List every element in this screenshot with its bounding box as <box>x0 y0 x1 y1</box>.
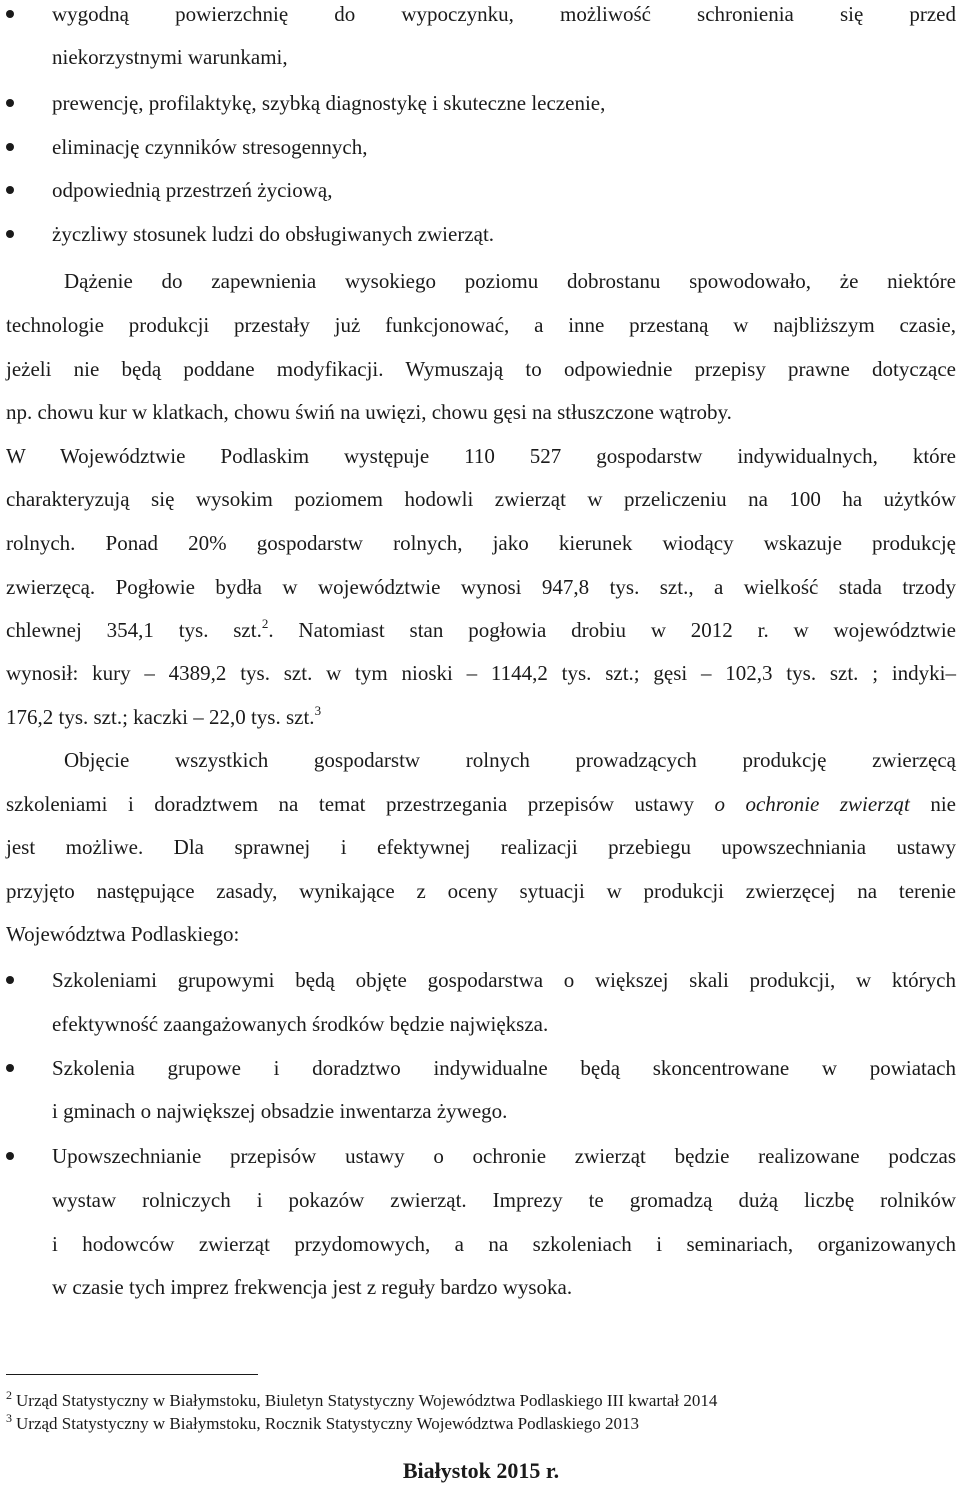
text-run: nie <box>909 792 956 816</box>
bullet-list-item-line: i hodowców zwierząt przydomowych, a na szkoleniach i seminariach, organizowanych <box>52 1232 956 1256</box>
footnote <box>6 1390 717 1412</box>
text-run: chlewnej 354,1 tys. szt. <box>6 618 262 642</box>
footnote-ref[interactable]: 3 <box>314 703 322 718</box>
bullet-dot-icon <box>6 1064 14 1072</box>
paragraph-line <box>6 608 956 652</box>
text-run: . Natomiast stan pogłowia drobiu w 2012 r. w województwie <box>268 618 956 642</box>
text-run: 176,2 tys. szt.; kaczki – 22,0 tys. szt. <box>6 705 315 729</box>
bullet-list-item-line: wystaw rolniczych i pokazów zwierząt. Imprezy te gromadzą dużą liczbę rolników <box>52 1188 956 1212</box>
bullet-dot-icon <box>6 99 14 107</box>
paragraph-line: Dążenie do zapewnienia wysokiego poziomu dobrostanu spowodowało, że niektóre <box>64 269 956 293</box>
bullet-dot-icon <box>6 1152 14 1160</box>
paragraph-line: charakteryzują się wysokim poziomem hodowli zwierząt w przeliczeniu na 100 ha użytków <box>6 487 956 511</box>
paragraph-line: wynosił: kury – 4389,2 tys. szt. w tym nioski – 1144,2 tys. szt.; gęsi – 102,3 tys. szt. ; indyki– <box>6 661 956 685</box>
bullet-list-item-line: efektywność zaangażowanych środków będzie największa. <box>52 1012 549 1036</box>
bullet-dot-icon <box>6 230 14 238</box>
bullet-list-item-line: odpowiednią przestrzeń życiową, <box>52 178 333 202</box>
bullet-dot-icon <box>6 10 14 18</box>
paragraph-line: Województwa Podlaskiego: <box>6 922 240 946</box>
paragraph-line: zwierzęcą. Pogłowie bydła w województwie wynosi 947,8 tys. szt., a wielkość stada trzody <box>6 575 956 599</box>
bullet-list-item-line: życzliwy stosunek ludzi do obsługiwanych zwierząt. <box>52 222 495 246</box>
paragraph-line: Objęcie wszystkich gospodarstw rolnych prowadzących produkcję zwierzęcą <box>64 748 956 772</box>
paragraph-line: rolnych. Ponad 20% gospodarstw rolnych, jako kierunek wiodący wskazuje produkcję <box>6 531 956 555</box>
paragraph-line <box>6 695 956 739</box>
footnote-number: 3 <box>6 1411 12 1425</box>
bullet-list-item-line: Szkoleniami grupowymi będą objęte gospodarstwa o większej skali produkcji, w których <box>52 968 956 992</box>
footnote <box>6 1413 639 1435</box>
paragraph-line: W Województwie Podlaskim występuje 110 527 gospodarstw indywidualnych, które <box>6 444 956 468</box>
law-title: o ochronie zwierząt <box>714 792 910 816</box>
paragraph-line: technologie produkcji przestały już funkcjonować, a inne przestaną w najbliższym czasie, <box>6 313 956 337</box>
text-run: szkoleniami i doradztwem na temat przestrzegania przepisów ustawy <box>6 792 715 816</box>
bullet-list-item-line: eliminację czynników stresogennych, <box>52 135 368 159</box>
bullet-list-item-line: Upowszechnianie przepisów ustawy o ochronie zwierząt będzie realizowane podczas <box>52 1144 956 1168</box>
bullet-dot-icon <box>6 143 14 151</box>
bullet-list-item-line: i gminach o największej obsadzie inwentarza żywego. <box>52 1099 508 1123</box>
paragraph-line: np. chowu kur w klatkach, chowu świń na uwięzi, chowu gęsi na stłuszczone wątroby. <box>6 400 732 424</box>
paragraph-line: jest możliwe. Dla sprawnej i efektywnej realizacji przebiegu upowszechniania ustawy <box>6 835 956 859</box>
footnote-number: 2 <box>6 1388 12 1402</box>
paragraph-line: jeżeli nie będą poddane modyfikacji. Wymuszają to odpowiednie przepisy prawne dotyczące <box>6 357 956 381</box>
bullet-list-item-line: wygodną powierzchnię do wypoczynku, możliwość schronienia się przed <box>52 2 956 26</box>
paragraph-line: przyjęto następujące zasady, wynikające z oceny sytuacji w produkcji zwierzęcej na terenie <box>6 879 956 903</box>
bullet-dot-icon <box>6 186 14 194</box>
bullet-list-item-line: Szkolenia grupowe i doradztwo indywidualne będą skoncentrowane w powiatach <box>52 1056 956 1080</box>
bullet-list-item-line: w czasie tych imprez frekwencja jest z reguły bardzo wysoka. <box>52 1275 573 1299</box>
paragraph-line <box>6 782 956 826</box>
footnote-text: Urząd Statystyczny w Białymstoku, Rocznik Statystyczny Województwa Podlaskiego 2013 <box>16 1414 639 1433</box>
footnote-ref[interactable]: 2 <box>261 616 269 631</box>
page-footer: Białystok 2015 r. <box>402 1458 560 1483</box>
bullet-list-item-line: prewencję, profilaktykę, szybką diagnostykę i skuteczne leczenie, <box>52 91 606 115</box>
bullet-list-item-line: niekorzystnymi warunkami, <box>52 45 288 69</box>
bullet-dot-icon <box>6 976 14 984</box>
footnote-separator <box>6 1374 258 1375</box>
footnote-text: Urząd Statystyczny w Białymstoku, Biuletyn Statystyczny Województwa Podlaskiego III kwartał 2014 <box>16 1391 718 1410</box>
